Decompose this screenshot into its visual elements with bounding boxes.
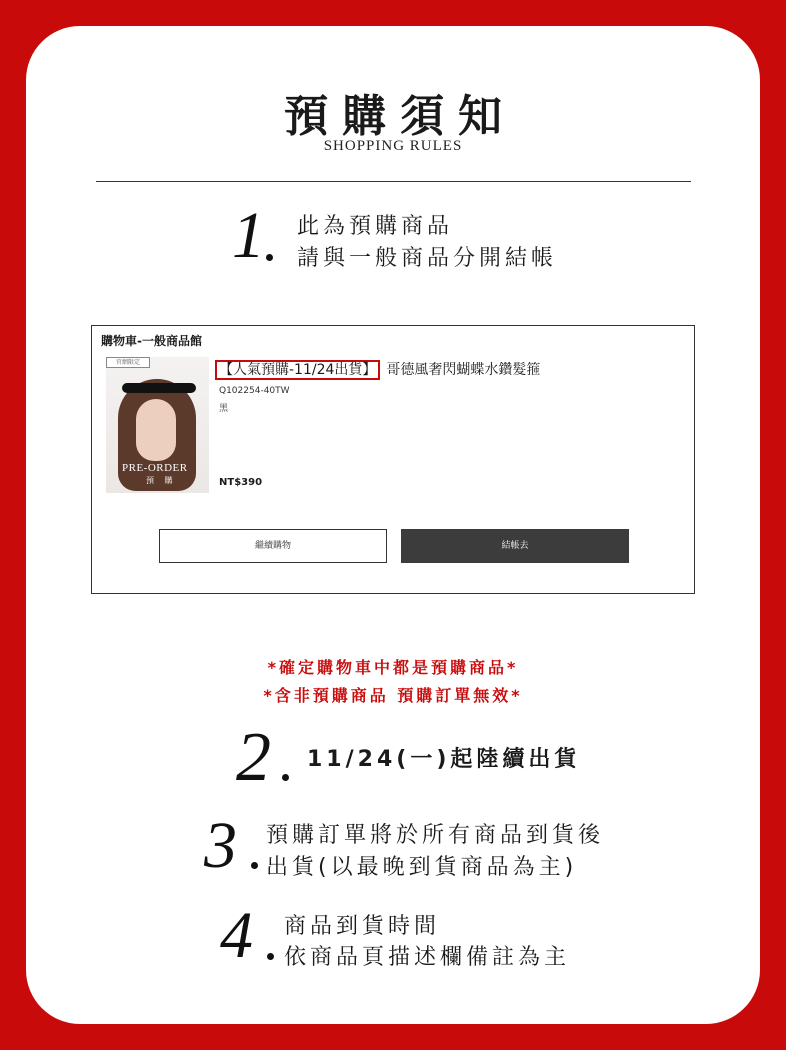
- product-name[interactable]: [215, 359, 540, 379]
- page-subtitle: SHOPPING RULES: [323, 138, 463, 154]
- step-2-text: 11/24(一)起陸續出貨: [307, 747, 581, 772]
- step-4-line-2: 依商品頁描述欄備註為主: [284, 945, 571, 970]
- step-3-dot: [251, 862, 258, 869]
- product-color: 黑: [219, 404, 229, 414]
- step-1-number: 1: [232, 199, 265, 272]
- step-3-number: 3: [204, 809, 237, 882]
- thumbnail-face: [136, 399, 176, 461]
- checkout-button[interactable]: 結帳去: [401, 529, 629, 563]
- cart-title: 購物車-一般商品館: [101, 334, 202, 348]
- warning-line-2: *含非預購商品 預購訂單無效*: [263, 686, 523, 705]
- cart-example: [91, 325, 695, 594]
- step-1-line-1: 此為預購商品: [297, 214, 454, 239]
- step-4-line-1: 商品到貨時間: [284, 914, 441, 939]
- warning-line-1: *確定購物車中都是預購商品*: [267, 658, 519, 677]
- step-1-line-2: 請與一般商品分開結帳: [297, 246, 558, 271]
- thumbnail-preorder-sub: 預 購: [146, 476, 177, 485]
- product-preorder-highlight: 【人氣預購-11/24出貨】: [215, 360, 380, 380]
- step-4-number: 4: [220, 899, 253, 972]
- step-4-dot: [267, 953, 274, 960]
- page-title: 預購須知: [284, 91, 516, 142]
- thumbnail-headband: [122, 383, 196, 393]
- step-2-dot: [282, 774, 289, 781]
- continue-shopping-button[interactable]: 繼續購物: [159, 529, 387, 563]
- step-3-line-2: 出貨(以最晚到貨商品為主): [266, 855, 578, 880]
- step-3-line-1: 預購訂單將於所有商品到貨後: [266, 823, 605, 848]
- step-2-number: 2: [236, 719, 271, 796]
- product-price: NT$390: [219, 477, 263, 488]
- title-divider: [96, 181, 691, 182]
- official-limited-tag: 官網限定: [106, 357, 150, 368]
- product-thumbnail[interactable]: [106, 357, 209, 493]
- thumbnail-preorder-label: PRE-ORDER: [122, 462, 188, 474]
- product-sku: Q102254-40TW: [219, 386, 290, 396]
- product-title: 哥德風奢閃蝴蝶水鑽髮箍: [386, 362, 541, 378]
- step-1-dot: [266, 254, 273, 261]
